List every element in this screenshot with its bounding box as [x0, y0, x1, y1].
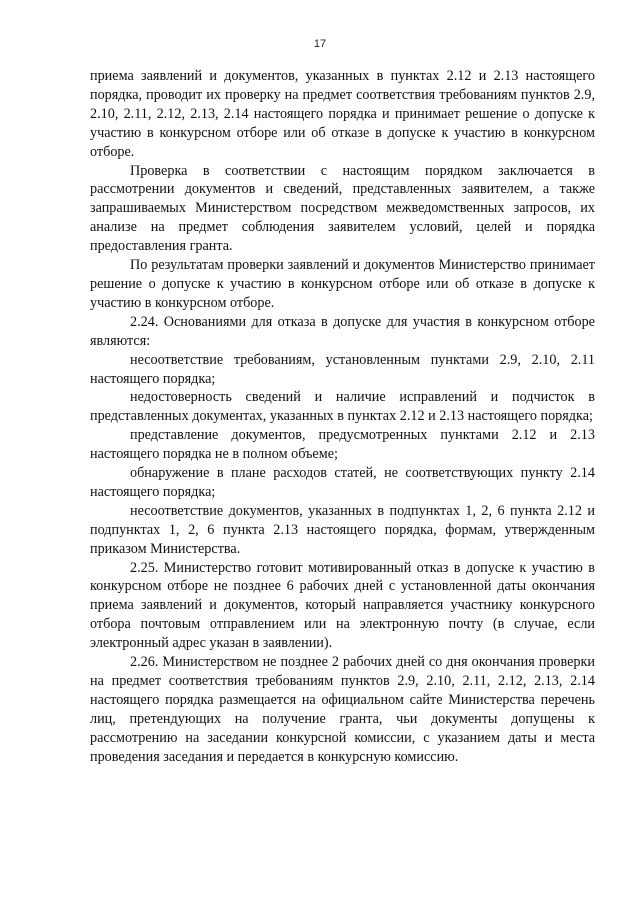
paragraph-2-26: 2.26. Министерством не позднее 2 рабочих дней со дня окончания проверки на предмет соответствия требованиям пунктов 2.9, 2.10, 2.11, 2.12, 2.13, 2.14 настоящего порядка размещается на официальном сайте Министерства перечень лиц, претендующих на получение гранта, чьи документы допущены к рассмотрению на заседании конкурсной комиссии, с указанием даты и места проведения заседания и передается в конкурсную комиссию.	[90, 654, 595, 765]
list-item-incomplete-docs: представление документов, предусмотренных пунктами 2.12 и 2.13 настоящего порядка не в полном объеме;	[90, 427, 595, 463]
list-item-form-mismatch: несоответствие документов, указанных в подпунктах 1, 2, 6 пункта 2.12 и подпунктах 1, 2, 6 пункта 2.13 настоящего порядка, формам, утвержденным приказом Министерства.	[90, 502, 595, 557]
list-item-expense-plan: обнаружение в плане расходов статей, не соответствующих пункту 2.14 настоящего порядка;	[90, 465, 595, 500]
paragraph-verification: Проверка в соответствии с настоящим порядком заключается в рассмотрении документов и сведений, представленных заявителем, а также запрашиваемых Министерством посредством межведомственных запросов, их анализе на предмет соблюдения заявителем условий, целей и порядка предоставления гранта.	[90, 162, 595, 255]
paragraph-2-24: 2.24. Основаниями для отказа в допуске для участия в конкурсном отборе являются:	[90, 313, 595, 349]
list-item-unreliable-info: недостоверность сведений и наличие исправлений и подчисток в представленных документах, указанных в пунктах 2.12 и 2.13 настоящего порядка;	[90, 389, 595, 425]
page-number: 17	[313, 38, 327, 50]
paragraph-continuation: приема заявлений и документов, указанных в пунктах 2.12 и 2.13 настоящего порядка, проводит их проверку на предмет соответствия требованиям пунктов 2.9, 2.10, 2.11, 2.12, 2.13, 2.14 настоящего порядка и принимает решение о допуске к участию в конкурсном отборе или об отказе в допуске к участию в конкурсном отборе.	[90, 68, 595, 160]
paragraph-2-25: 2.25. Министерство готовит мотивированный отказ в допуске к участию в конкурсном отборе не позднее 6 рабочих дней с установленной даты окончания приема заявлений и документов, который направляется участнику конкурсного отбора почтовым отправлением или на электронную почту (в случае, если электронный адрес указан в заявлении).	[90, 559, 595, 652]
paragraph-decision: По результатам проверки заявлений и документов Министерство принимает решение о допуске к участию в конкурсном отборе или об отказе в допуске к участию в конкурсном отборе.	[90, 257, 595, 311]
document-body	[90, 67, 595, 767]
list-item-noncompliance: несоответствие требованиям, установленным пунктами 2.9, 2.10, 2.11 настоящего порядка;	[90, 351, 595, 387]
